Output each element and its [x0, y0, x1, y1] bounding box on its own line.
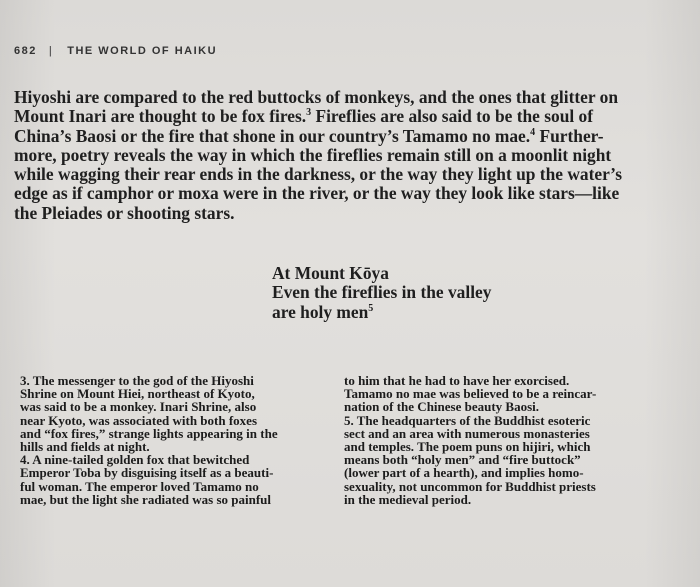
body-line-text: Fireflies are also said to be the soul of	[311, 106, 594, 127]
poem-line-text: are holy men	[272, 301, 369, 322]
footnote-line: sect and an area with numerous monasteries	[344, 425, 590, 441]
footnote-line: Shrine on Mount Hiei, northeast of Kyoto,	[20, 386, 255, 402]
footnote-line: to him that he had to have her exorcised.	[344, 373, 570, 388]
body-line: more, poetry reveals the way in which the fireflies remain still on a moonlit night	[14, 144, 612, 165]
body-line	[14, 107, 674, 126]
footnote-line: ful woman. The emperor loved Tamamo no	[20, 478, 259, 494]
header-separator: |	[48, 45, 54, 57]
haiku-poem	[272, 264, 491, 322]
page-number: 682	[14, 45, 37, 57]
footnote-line: near Kyoto, was associated with both foxes	[20, 412, 258, 428]
footnote-line: Tamamo no mae was believed to be a reincar-	[344, 386, 597, 402]
footnotes-right-column	[344, 374, 674, 506]
book-title: THE WORLD OF HAIKU	[67, 45, 218, 57]
footnote-line: sexuality, not uncommon for Buddhist priests	[344, 478, 596, 494]
footnote-line: (lower part of a hearth), and implies homo-	[344, 465, 584, 481]
footnote-line: was said to be a monkey. Inari Shrine, also	[20, 399, 257, 415]
footnote-line: nation of the Chinese beauty Baosi.	[344, 399, 540, 415]
body-line-text: Mount Inari are thought to be fox fires.	[14, 106, 307, 127]
poem-line: At Mount Kōya	[272, 263, 389, 283]
body-line-text: China’s Baosi or the fire that shone in our country’s Tamamo no mae.	[14, 125, 531, 146]
footnote-line: means both “holy men” and “fire buttock”	[344, 452, 581, 468]
body-line: Hiyoshi are compared to the red buttocks of monkeys, and the ones that glitter on	[14, 87, 619, 107]
note-ref-5: 5	[368, 302, 374, 314]
footnote-line: 3. The messenger to the god of the Hiyoshi	[20, 373, 254, 388]
footnote-line: Emperor Toba by disguising itself as a beauti-	[20, 465, 274, 481]
footnotes-left-column	[20, 374, 340, 506]
note-ref-4: 4	[530, 126, 536, 138]
note-ref-3: 3	[306, 107, 312, 119]
poem-line	[272, 303, 491, 322]
running-head	[14, 45, 217, 57]
body-line	[14, 127, 674, 146]
body-paragraph	[14, 88, 674, 223]
footnote-line: hills and fields at night.	[20, 439, 150, 455]
footnote-line: in the medieval period.	[344, 491, 472, 507]
body-line: edge as if camphor or moxa were in the river, or the way they look like stars—like	[14, 183, 620, 204]
poem-line: Even the fireflies in the valley	[272, 282, 492, 303]
footnote-line: and “fox fires,” strange lights appearing in the	[20, 425, 278, 441]
body-line-text: Further-	[535, 125, 604, 146]
body-line: while wagging their rear ends in the darkness, or the way they light up the water’s	[14, 164, 623, 185]
footnote-line: 5. The headquarters of the Buddhist esoteric	[344, 412, 591, 428]
body-line: the Pleiades or shooting stars.	[14, 202, 235, 223]
footnote-line: 4. A nine-tailed golden fox that bewitched	[20, 452, 250, 468]
footnote-line: and temples. The poem puns on hijiri, which	[344, 439, 591, 455]
footnote-line: mae, but the light she radiated was so painful	[20, 491, 271, 507]
